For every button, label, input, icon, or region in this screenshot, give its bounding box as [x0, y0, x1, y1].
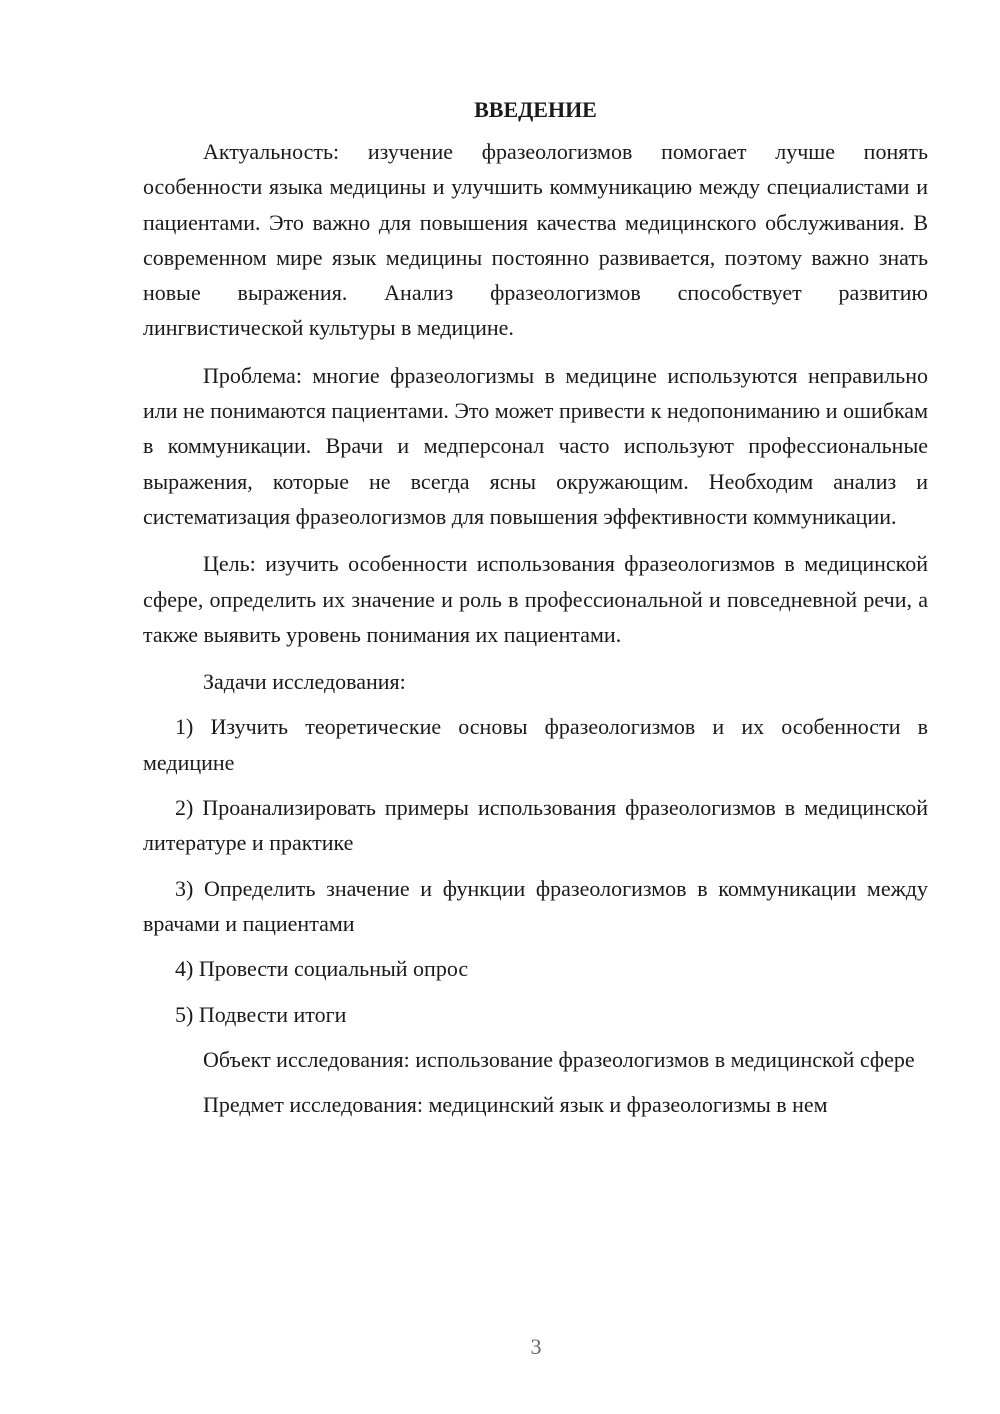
object-paragraph: Объект исследования: использование фразеологизмов в медицинской сфере: [203, 1046, 915, 1072]
tasks-heading: Задачи исследования:: [203, 669, 406, 695]
task-item: 1) Изучить теоретические основы фразеологизмов и их особенности в медицине: [143, 714, 928, 775]
task-item: 5) Подвести итоги: [175, 1001, 347, 1027]
section-title: ВВЕДЕНИЕ: [474, 97, 597, 122]
task-item: 2) Проанализировать примеры использования фразеологизмов в медицинской литературе и практике: [143, 795, 928, 856]
task-item: 4) Провести социальный опрос: [175, 956, 469, 982]
document-page: [143, 92, 928, 1122]
relevance-paragraph: Актуальность: изучение фразеологизмов помогает лучше понять особенности языка медицины и улучшить коммуникацию между специалистами и пациентами. Это важно для повышения качества медицинского обслуживания. В современном мире язык медицины постоянно развивается, поэтому важно знать новые выражения. Анализ фразеологизмов способствует развитию лингвистической культуры в медицине.: [143, 139, 928, 341]
task-item: 3) Определить значение и функции фразеологизмов в коммуникации между врачами и пациентами: [143, 875, 928, 936]
subject-paragraph: Предмет исследования: медицинский язык и фразеологизмы в нем: [203, 1092, 828, 1118]
problem-paragraph: Проблема: многие фразеологизмы в медицине используются неправильно или не понимаются пациентами. Это может привести к недопониманию и ошибкам в коммуникации. Врачи и медперсонал часто используют профессиональные выражения, которые не всегда ясны окружающим. Необходим анализ и систематизация фразеологизмов для повышения эффективности коммуникации.: [143, 362, 928, 529]
page-number: 3: [530, 1334, 542, 1359]
goal-paragraph: Цель: изучить особенности использования фразеологизмов в медицинской сфере, определить их значение и роль в профессиональной и повседневной речи, а также выявить уровень понимания их пациентами.: [143, 551, 928, 647]
